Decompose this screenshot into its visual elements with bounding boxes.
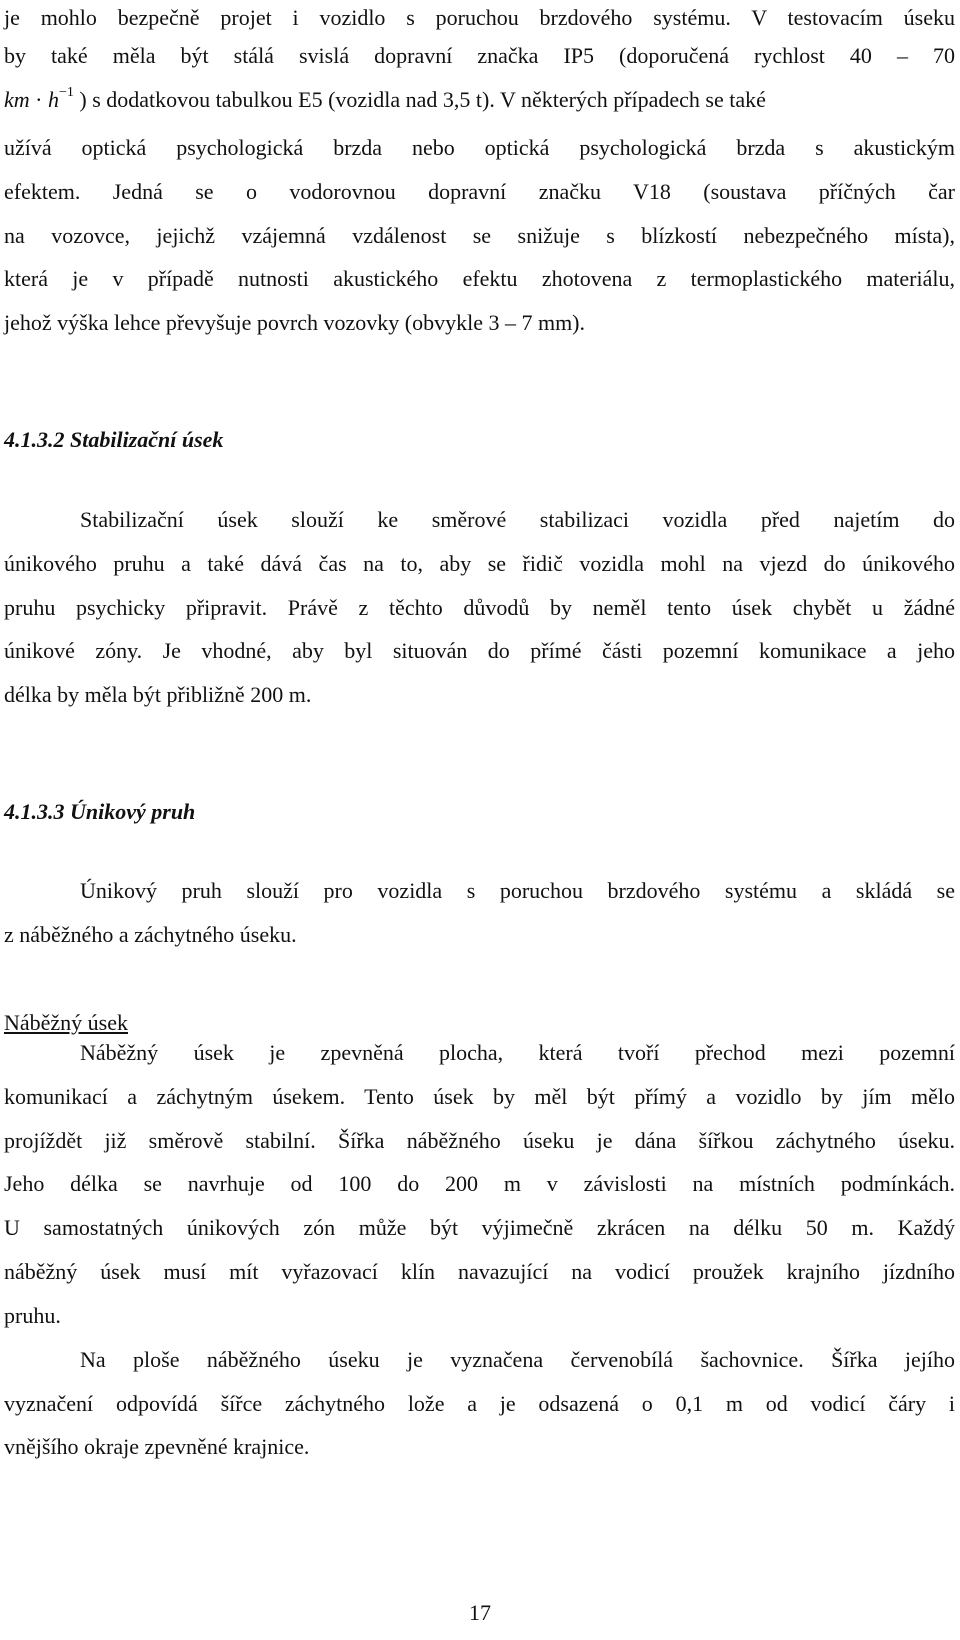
paragraph-line: Jeho délka se navrhuje od 100 do 200 m v závislosti na místních podmínkách. [4, 1171, 955, 1196]
paragraph-line: Na ploše náběžného úseku je vyznačena červenobílá šachovnice. Šířka jejího [80, 1347, 955, 1372]
paragraph-line: vyznačení odpovídá šířce záchytného lože a je odsazená o 0,1 m od vodicí čáry i [4, 1391, 955, 1416]
paragraph-line: je mohlo bezpečně projet i vozidlo s poruchou brzdového systému. V testovacím úseku [4, 5, 955, 30]
unit-dot: · [35, 87, 43, 112]
paragraph-line-rest: ) s dodatkovou tabulkou E5 (vozidla nad 3,5 t). V některých případech se také [79, 87, 766, 112]
paragraph-line: z náběžného a záchytného úseku. [4, 922, 297, 947]
paragraph-line: U samostatných únikových zón může být výjimečně zkrácen na délku 50 m. Každý [4, 1215, 955, 1240]
page-number: 17 [469, 1600, 491, 1625]
paragraph-line: která je v případě nutnosti akustického efektu zhotovena z termoplastického materiálu, [4, 266, 955, 291]
paragraph-line: náběžný úsek musí mít vyřazovací klín navazující na vodicí proužek krajního jízdního [4, 1259, 955, 1284]
section-heading: 4.1.3.3 Únikový pruh [4, 799, 196, 824]
paragraph-line: by také měla být stálá svislá dopravní značka IP5 (doporučená rychlost 40 – 70 [4, 43, 955, 68]
paragraph-line: Stabilizační úsek slouží ke směrové stabilizaci vozidla před najetím do [80, 507, 955, 532]
unit-h: h [47, 87, 59, 112]
paragraph-line: užívá optická psychologická brzda nebo optická psychologická brzda s akustickým [4, 135, 955, 160]
section-heading: 4.1.3.2 Stabilizační úsek [4, 427, 224, 452]
paragraph-line: komunikací a záchytným úsekem. Tento úsek by měl být přímý a vozidlo by jím mělo [4, 1084, 955, 1109]
paragraph-line: délka by měla být přibližně 200 m. [4, 682, 312, 707]
paragraph-line: pruhu. [4, 1303, 61, 1328]
paragraph-line: jehož výška lehce převyšuje povrch vozovky (obvykle 3 – 7 mm). [4, 310, 586, 335]
paragraph-line: únikového pruhu a také dává čas na to, aby se řidič vozidla mohl na vjezd do únikového [4, 551, 955, 576]
paragraph-line: Náběžný úsek je zpevněná plocha, která tvoří přechod mezi pozemní [80, 1040, 955, 1065]
paragraph-line: pruhu psychicky připravit. Právě z těchto důvodů by neměl tento úsek chybět u žádné [4, 595, 955, 620]
paragraph-line-with-unit [4, 86, 955, 118]
paragraph-line: projíždět již směrově stabilní. Šířka náběžného úseku je dána šířkou záchytného úseku. [4, 1128, 955, 1153]
paragraph-line: na vozovce, jejichž vzájemná vzdálenost se snižuje s blízkostí nebezpečného místa), [4, 223, 955, 248]
unit-exponent: −1 [58, 85, 74, 100]
paragraph-line: únikové zóny. Je vhodné, aby byl situován do přímé části pozemní komunikace a jeho [4, 638, 955, 663]
subsection-heading: Náběžný úsek [4, 1010, 129, 1035]
paragraph-line: Únikový pruh slouží pro vozidla s poruchou brzdového systému a skládá se [80, 878, 955, 903]
paragraph-line: efektem. Jedná se o vodorovnou dopravní značku V18 (soustava příčných čar [4, 179, 955, 204]
unit-km: km [4, 87, 30, 112]
paragraph-line: vnějšího okraje zpevněné krajnice. [4, 1434, 310, 1459]
